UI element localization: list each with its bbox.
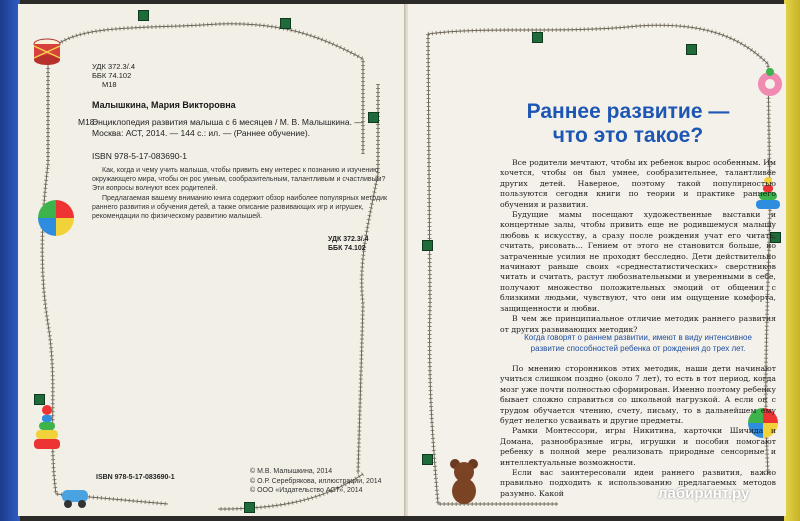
left-cover-edge: [0, 0, 20, 521]
green-block: [422, 240, 433, 251]
toy-ring-icon: [753, 66, 786, 102]
isbn-bottom: ISBN 978-5-17-083690-1: [96, 474, 175, 481]
isbn-line: ISBN 978-5-17-083690-1: [92, 151, 187, 161]
left-page: [18, 4, 407, 516]
teddy-bear-icon: [444, 456, 484, 506]
green-block: [686, 44, 697, 55]
toy-drum-icon: [30, 34, 64, 68]
paragraph: Все родители мечтают, чтобы их ребенок вырос особенным. Им хочется, чтобы он был умнее, сообразительнее, талантливее других детей. Наверное, поэтому такой популярностью пользуются сегодня книги по теории и практике раннего обучения и развития.: [500, 158, 776, 209]
copyright-line: © О.Р. Серебрякова, иллюстрации, 2014: [250, 477, 382, 485]
green-block: [280, 18, 291, 29]
paragraph: Будущие мамы посещают художественные выставки и концертные залы, чтобы привить еще не родившемуся малышу любовь к искусству, а сразу после рождения учат его читать, считать, рисовать... Гением от этого не становится больше, но затраченные усилия не проходят бесследно. Дети действительно начинают раньше своих «среднестатистических» сверстников читать и считать, растут любознательными и уверенными в себе, получают множество положительных эмоций от общения с близкими людьми, чувствуют, что они им ощущение комфорта, защищенности и любви.: [500, 210, 776, 313]
paragraph: По мнению сторонников этих методик, наши дети начинают учиться слишком поздно (около 7 лет), то есть в тот период, когда мозг уже почти полностью сформирован. Именно поэтому ребенку бывает сложно справиться со школьной нагрузкой. А если он с трудом обучается чтению, счету, письму, то в дальнейшем ему будет нелегко усваивать и другие предметы.: [500, 364, 776, 426]
udk-block-lower: [328, 236, 369, 253]
copyright-block: [250, 467, 382, 496]
railway-track-left: [18, 4, 406, 516]
paragraph: В чем же принципиальное отличие методик раннего развития от других развивающих методик?: [500, 314, 776, 334]
bbk-code: ББК 74.102: [92, 71, 132, 80]
copyright-line: © М.В. Малышкина, 2014: [250, 468, 333, 475]
green-block: [138, 10, 149, 21]
stacking-pyramid-icon: [32, 404, 62, 456]
title-line: что это такое?: [552, 124, 704, 147]
annotation-paragraph: Предлагаемая вашему вниманию книга содержит обзор наиболее популярных методик раннего развития и обучения детей, а также описание развивающих игр и игрушек, рекомендации по физическому развитию малышей.: [92, 194, 388, 221]
green-block: [422, 454, 433, 465]
body-text-lower: [500, 364, 776, 499]
ball-icon: [38, 200, 74, 236]
udk-block: [92, 62, 135, 89]
author-sign: М18: [102, 80, 117, 89]
author-sign-inline: М18: [78, 117, 95, 127]
page-title: [488, 100, 768, 148]
green-block: [532, 32, 543, 43]
green-block: [244, 502, 255, 513]
right-page: [408, 4, 786, 516]
watermark-logo: лабиринт.ру: [658, 485, 750, 502]
bibliographic-entry: Энциклопедия развития малыша с 6 месяцев / М. В. Малышкина. — Москва: АСТ, 2014. — 144 с.: ил. — (Раннее обучение).: [92, 117, 363, 138]
annotation: [92, 166, 392, 221]
author-name: Малышкина, Мария Викторовна: [92, 100, 236, 110]
right-cover-edge: [784, 0, 800, 521]
paragraph: Если вас заинтересовали идеи раннего развития, важно правильно подходить к использованию предлагаемых методов разумно. Какой: [500, 468, 776, 498]
udk-code: УДК 372.3/.4: [328, 236, 369, 243]
copyright-line: © ООО «Издательство АСТ», 2014: [250, 487, 363, 494]
body-text-upper: [500, 158, 776, 335]
title-line: Раннее развитие —: [526, 100, 730, 123]
udk-code: УДК 372.3/.4: [92, 62, 136, 71]
callout-quote: Когда говорят о раннем развитии, имеют в виду интенсивное развитие способностей ребенка от рождения до трех лет.: [524, 333, 752, 353]
bbk-code: ББК 74.102: [328, 244, 366, 252]
paragraph: Рамки Монтессори, игры Никитина, карточки Шичида и Домана, разнообразные игры, игрушки и пособия помогают ребенку в полной мере реализовать природные сенсорные и интеллектуальные возможности.: [500, 426, 776, 467]
annotation-paragraph: Как, когда и чему учить малыша, чтобы привить ему интерес к познанию и изучению окружающего мира, чтобы он рос умным, сообразительным, талантливым и счастливым? Эти вопросы волнуют всех родителей.: [92, 167, 386, 193]
toy-car-icon: [58, 482, 92, 510]
